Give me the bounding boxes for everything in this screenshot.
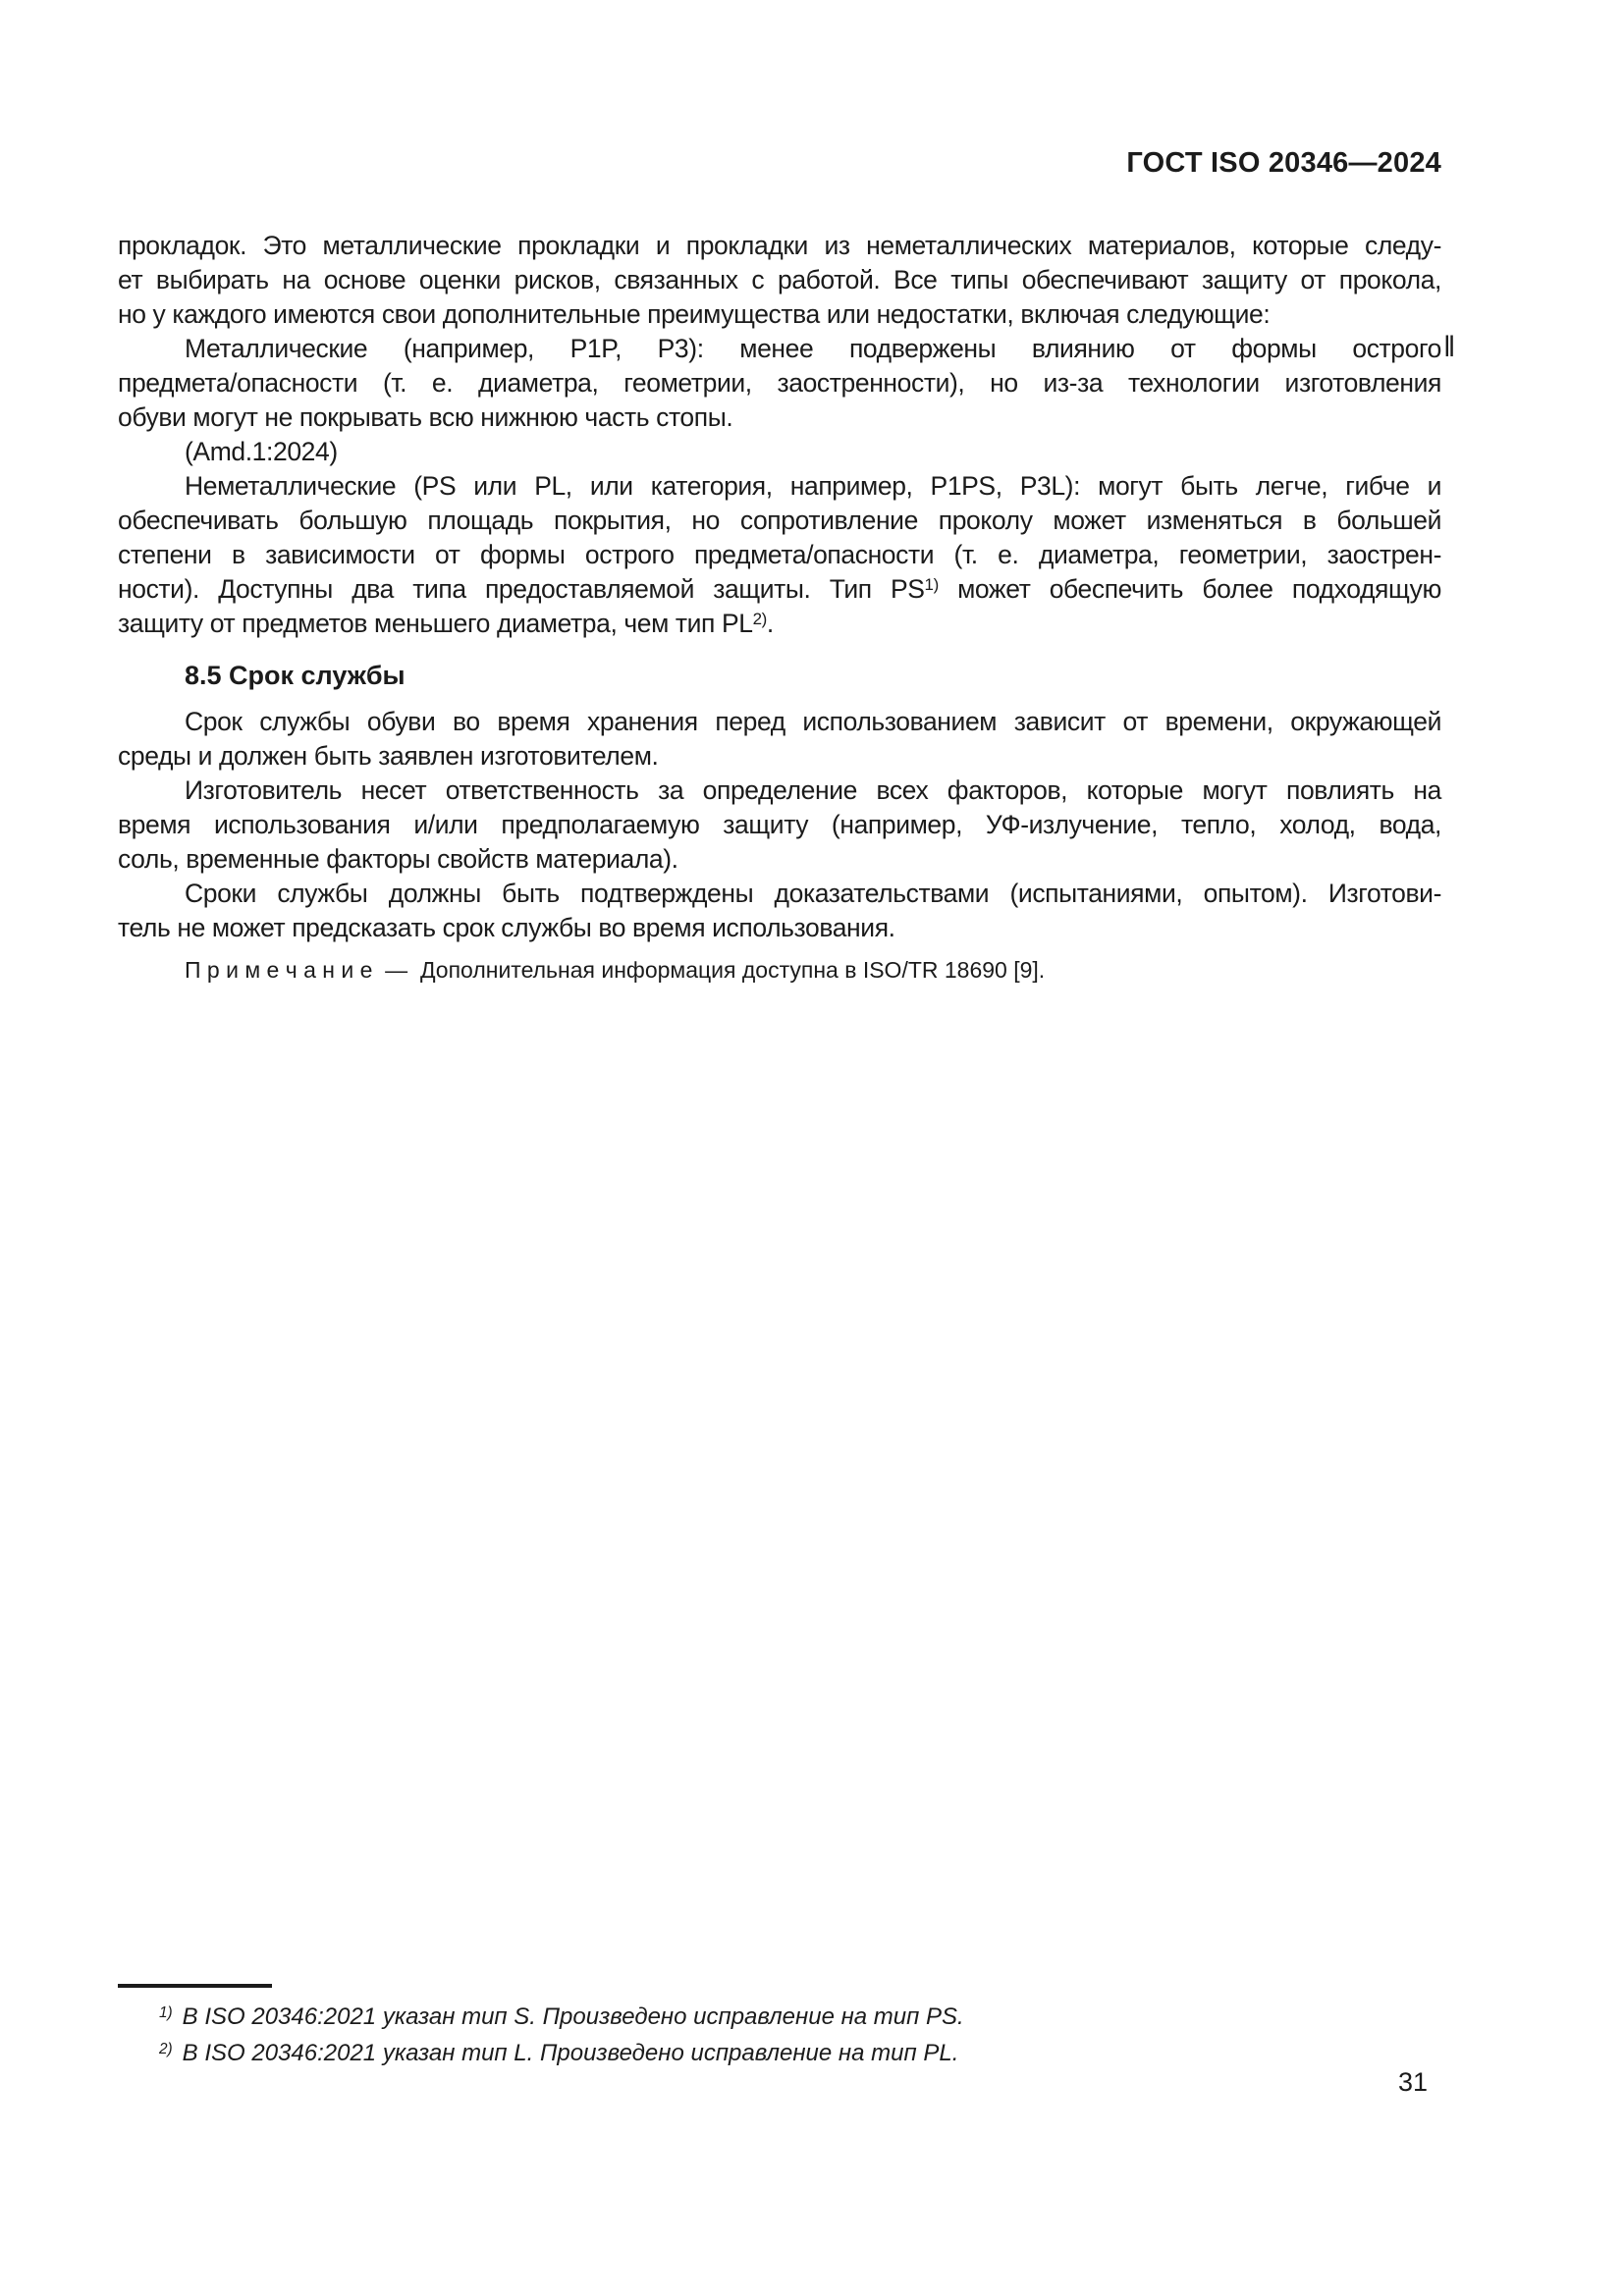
paragraph: [118, 705, 1441, 774]
section-heading-8-5: 8.5 Срок службы: [185, 661, 406, 690]
page-number: 31: [1397, 2067, 1428, 2097]
text-line: ет выбирать на основе оценки рисков, связанных с работой. Все типы обеспечивают защиту от прокола,: [118, 265, 1441, 294]
text-line: защиту от предметов меньшего диаметра, чем тип PL$^{2)}$.: [118, 609, 774, 638]
footnote-2: [118, 2035, 1441, 2071]
text-line: ности). Доступны два типа предоставляемой защиты. Тип PS$^{1)}$ может обеспечить более подходящую: [118, 574, 1441, 604]
footnote-1-text: В ISO 20346:2021 указан тип S. Произведено исправление на тип PS.: [182, 2003, 964, 2030]
running-header-title: ГОСТ ISO 20346—2024: [1126, 147, 1441, 179]
paragraph: [118, 774, 1441, 877]
paragraph: [118, 877, 1441, 945]
body-text: [118, 229, 1441, 985]
text-line: Сроки службы должны быть подтверждены доказательствами (испытаниями, опытом). Изготови-: [185, 879, 1441, 908]
footnote-1: [118, 1999, 1441, 2035]
text-line: обеспечивать большую площадь покрытия, но сопротивление проколу может изменяться в большей: [118, 506, 1441, 535]
text-line: степени в зависимости от формы острого предмета/опасности (т. е. диаметра, геометрии, заострен-: [118, 540, 1441, 569]
footnote-1-marker: 1): [159, 2004, 173, 2022]
text-line: предмета/опасности (т. е. диаметра, геометрии, заостренности), но из-за технологии изготовления: [118, 368, 1441, 398]
paragraph-group-puncture: [118, 229, 1441, 641]
text-line: время использования и/или предполагаемую защиту (например, УФ-излучение, тепло, холод, вода,: [118, 810, 1441, 839]
text-line: Изготовитель несет ответственность за определение всех факторов, которые могут повлиять на: [185, 775, 1441, 805]
paragraph: [118, 435, 1441, 469]
paragraph: [118, 469, 1441, 641]
footnote-separator-rule: [118, 1984, 272, 1988]
footnote-area: [118, 1984, 1441, 2071]
footnote-2-marker: 2): [159, 2041, 173, 2058]
text-line: тель не может предсказать срок службы во время использования.: [118, 913, 895, 942]
text-line: но у каждого имеются свои дополнительные преимущества или недостатки, включая следующие:: [118, 299, 1271, 329]
footnote-2-text: В ISO 20346:2021 указан тип L. Произведено исправление на тип PL.: [182, 2040, 959, 2066]
text-line: Металлические (например, P1P, P3): менее подвержены влиянию от формы острого: [185, 334, 1441, 363]
text-line: Срок службы обуви во время хранения перед использованием зависит от времени, окружающей: [185, 707, 1441, 736]
text-line: прокладок. Это металлические прокладки и прокладки из неметаллических материалов, которые следу-: [118, 231, 1441, 260]
text-line: Неметаллические (PS или PL, или категория, например, P1PS, P3L): могут быть легче, гибче и: [185, 471, 1441, 501]
text-line: обуви могут не покрывать всю нижнюю часть стопы.: [118, 402, 733, 432]
text-line: (Amd.1:2024): [185, 437, 338, 466]
paragraph-group-service-life: [118, 705, 1441, 945]
note-text: П р и м е ч а н и е — Дополнительная информация доступна в ISO/TR 18690 [9].: [185, 957, 1046, 983]
text-line: соль, временные факторы свойств материала).: [118, 844, 678, 874]
paragraph: [118, 332, 1441, 435]
text-line: среды и должен быть заявлен изготовителем.: [118, 741, 659, 771]
revision-change-bar: ‖: [1443, 331, 1456, 363]
paragraph: [118, 229, 1441, 332]
